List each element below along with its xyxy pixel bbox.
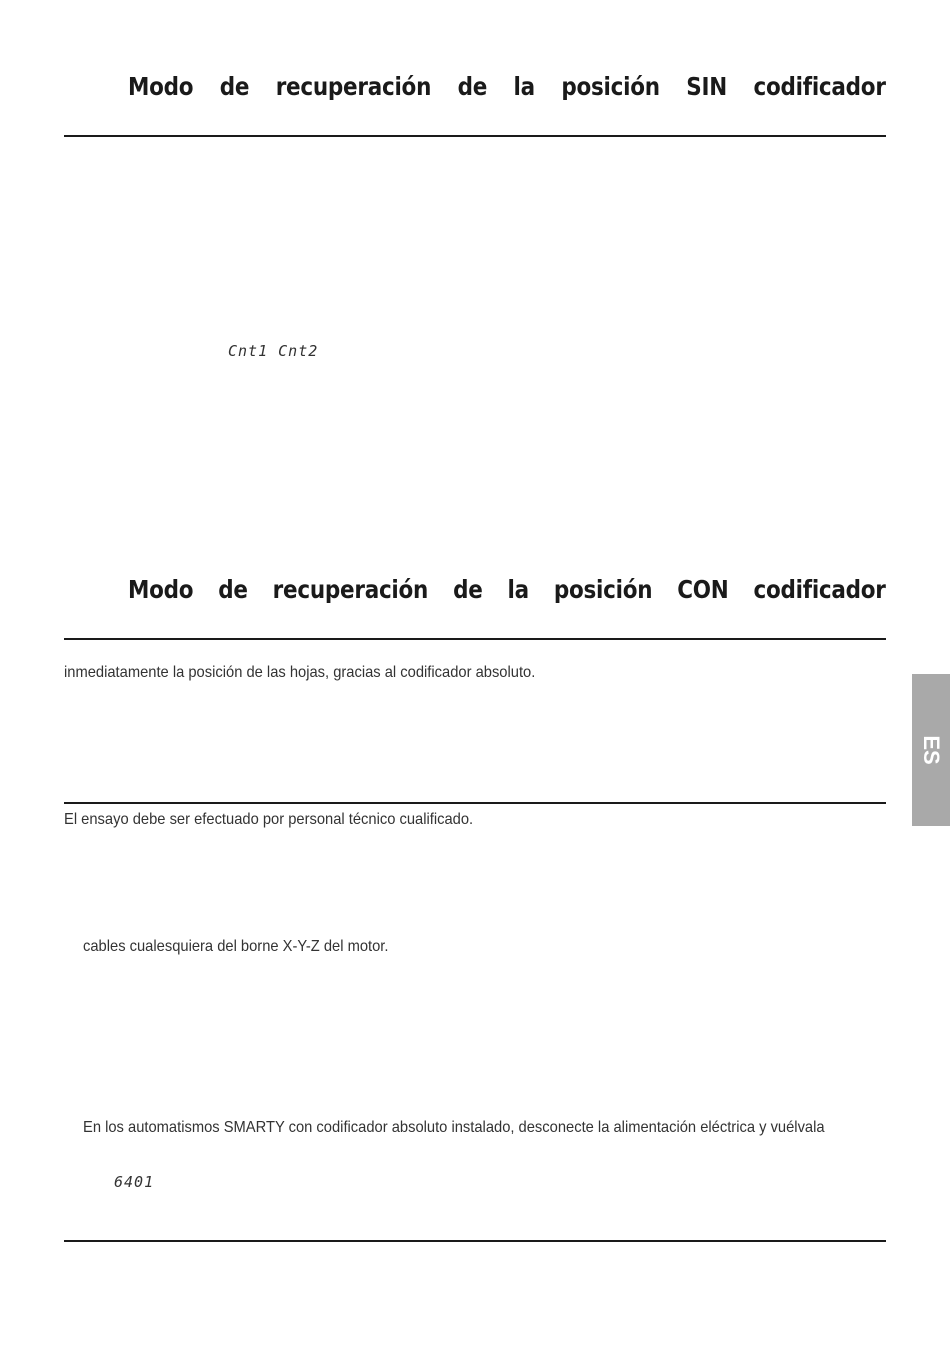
display-code-6401: 6401 (114, 1173, 155, 1191)
display-code-cnt: Cnt1 Cnt2 (228, 342, 319, 360)
testing-intro: El ensayo debe ser efectuado por personal técnico cualificado. (64, 811, 474, 828)
language-tab (912, 674, 950, 826)
step-smarty-text: En los automatismos SMARTY con codificador absoluto instalado, desconecte la alimentación eléctrica y vuélvala (83, 1119, 825, 1136)
section-divider (64, 802, 886, 804)
section-heading-without-encoder: Modo de recuperación de la posición SIN codificador (128, 72, 886, 101)
step-cables-text: cables cualesquiera del borne X-Y-Z del motor. (83, 938, 389, 955)
section-heading-with-encoder: Modo de recuperación de la posición CON codificador (128, 575, 886, 604)
encoder-paragraph: inmediatamente la posición de las hojas, gracias al codificador absoluto. (64, 664, 536, 681)
language-tab-label: ES (919, 735, 944, 765)
bottom-divider (64, 1240, 886, 1242)
heading-underline (64, 135, 886, 137)
heading-underline (64, 638, 886, 640)
